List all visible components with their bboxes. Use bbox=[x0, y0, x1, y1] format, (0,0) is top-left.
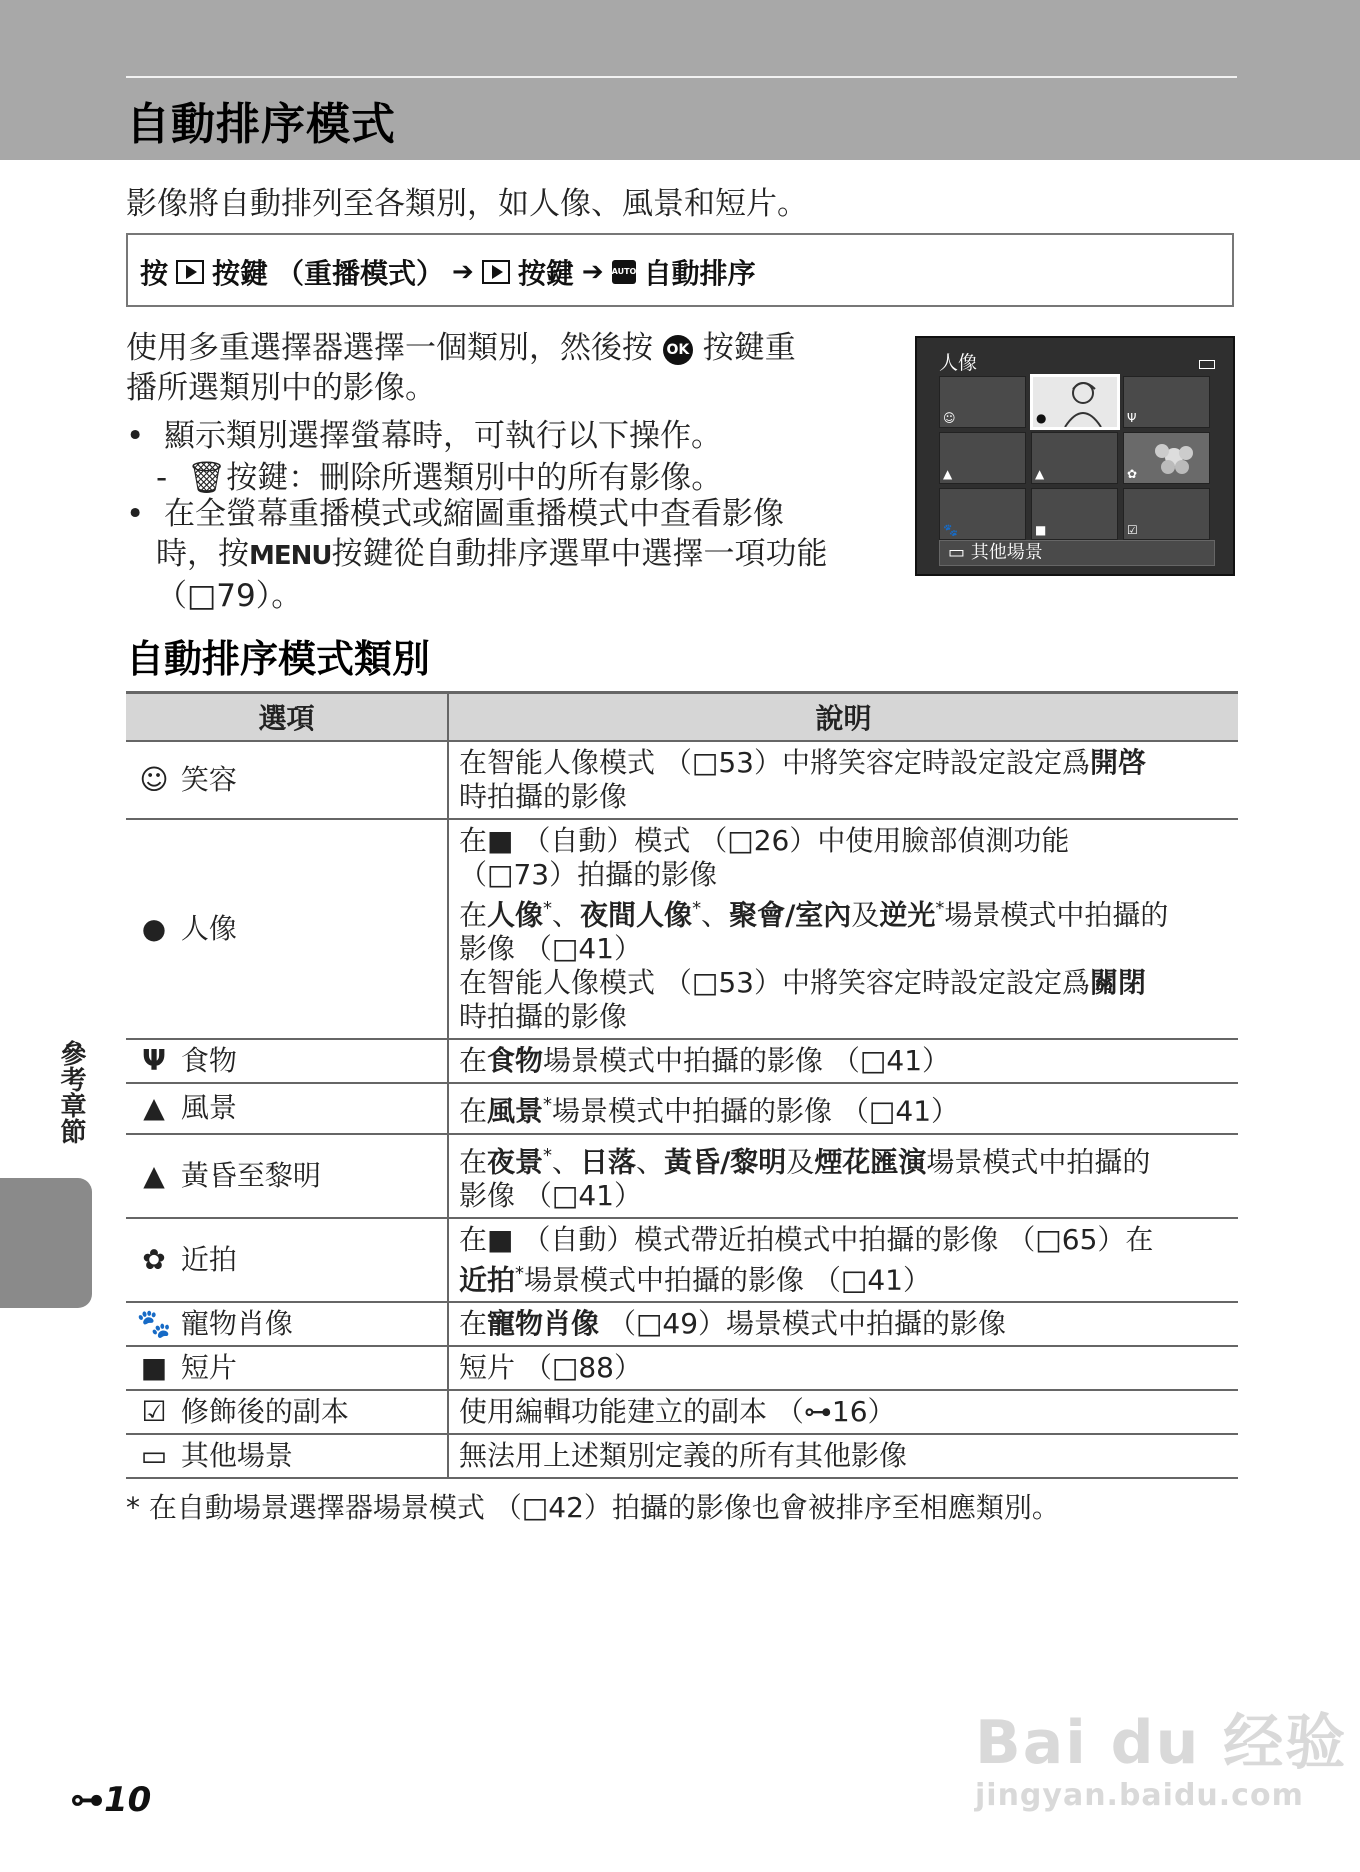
table-row bbox=[126, 1039, 1238, 1083]
description-cell: 在智能人像模式 （□53）中將笑容定時設定設定爲開啓 時拍攝的影像 bbox=[448, 741, 1238, 819]
option-cell bbox=[126, 1039, 448, 1083]
tile-food bbox=[1123, 376, 1210, 428]
arrow-icon-2: ➔ bbox=[581, 257, 604, 287]
section-title: 自動排序模式類別 bbox=[126, 637, 431, 681]
portrait-icon: ● bbox=[1036, 411, 1047, 425]
arrow-icon: ➔ bbox=[452, 257, 474, 287]
portrait-icon: ● bbox=[141, 912, 167, 946]
tile-retouched bbox=[1123, 488, 1210, 540]
page-title: 自動排序模式 bbox=[126, 99, 396, 150]
tile-closeup bbox=[1123, 432, 1210, 484]
option-cell bbox=[126, 1390, 448, 1434]
description-cell: 在寵物肖像 （□49）場景模式中拍攝的影像 bbox=[448, 1302, 1238, 1346]
option-name: 笑容 bbox=[180, 763, 237, 796]
food-icon: Ψ bbox=[142, 1044, 166, 1078]
camera-screen bbox=[915, 336, 1235, 576]
option-name: 近拍 bbox=[180, 1243, 237, 1277]
description-cell: 無法用上述類別定義的所有其他影像 bbox=[448, 1434, 1238, 1478]
pet-icon: 🐾 bbox=[943, 523, 958, 537]
landscape-icon: ▲ bbox=[943, 467, 953, 481]
retouch-icon: ☑ bbox=[1127, 523, 1138, 537]
dusk-icon: ▲ bbox=[143, 1158, 165, 1192]
bullet-2-line2-post: 按鍵從自動排序選單中選擇一項功能 bbox=[331, 536, 828, 572]
tile-smile bbox=[939, 376, 1026, 428]
menu-button-label: MENU bbox=[249, 541, 332, 571]
page-number: ⊶10 bbox=[70, 1780, 152, 1820]
option-cell bbox=[126, 1083, 448, 1133]
option-cell bbox=[126, 819, 448, 1039]
closeup-icon: ✿ bbox=[142, 1243, 166, 1277]
bullet-2-line2-pre: 時，按 bbox=[156, 536, 249, 572]
tile-movie bbox=[1031, 488, 1118, 540]
description-cell: 在■ （自動）模式帶近拍模式中拍攝的影像 （□65）在 近拍*場景模式中拍攝的影像 （□41） bbox=[448, 1218, 1238, 1302]
table-row bbox=[126, 1346, 1238, 1390]
movie-icon: ■ bbox=[140, 1351, 168, 1385]
navigation-box bbox=[126, 233, 1234, 307]
option-name: 人像 bbox=[180, 912, 237, 946]
option-name: 短片 bbox=[180, 1351, 237, 1385]
description-cell: 短片 （□88） bbox=[448, 1346, 1238, 1390]
smile-icon: ☺ bbox=[139, 763, 169, 796]
option-name: 黃昏至黎明 bbox=[180, 1158, 321, 1192]
bullet-2-line1: 在全螢幕重播模式或縮圖重播模式中查看影像 bbox=[164, 496, 784, 532]
table-row bbox=[126, 1434, 1238, 1478]
header-option: 選項 bbox=[126, 693, 448, 742]
description-cell: 在風景*場景模式中拍攝的影像 （□41） bbox=[448, 1083, 1238, 1133]
nav-button-label-2: 按鍵 bbox=[517, 257, 574, 290]
option-cell bbox=[126, 1218, 448, 1302]
table-row bbox=[126, 1218, 1238, 1302]
instruction-line2: 播所選類別中的影像。 bbox=[126, 370, 436, 406]
table-row bbox=[126, 1134, 1238, 1218]
table-row bbox=[126, 1390, 1238, 1434]
smile-icon: ☺ bbox=[943, 411, 956, 425]
food-icon: Ψ bbox=[1127, 411, 1137, 425]
watermark-logo: Bai du 经验 bbox=[975, 1708, 1348, 1778]
table-row bbox=[126, 819, 1238, 1039]
option-cell bbox=[126, 1134, 448, 1218]
screen-title: 人像 bbox=[939, 352, 978, 374]
nav-mode: （重播模式） bbox=[276, 257, 445, 290]
description-cell: 在食物場景模式中拍攝的影像 （□41） bbox=[448, 1039, 1238, 1083]
option-name: 風景 bbox=[180, 1091, 237, 1125]
table-header-row bbox=[126, 693, 1238, 742]
playback-button-icon bbox=[176, 260, 204, 284]
option-cell bbox=[126, 1434, 448, 1478]
closeup-icon: ✿ bbox=[1127, 467, 1138, 481]
ok-button-icon: OK bbox=[663, 335, 693, 365]
instruction-paragraph bbox=[126, 328, 886, 408]
sub-bullet-1-text: 按鍵：刪除所選類別中的所有影像。 bbox=[226, 460, 723, 496]
tile-landscape bbox=[939, 432, 1026, 484]
retouch-icon: ☑ bbox=[141, 1395, 167, 1429]
landscape-icon: ▲ bbox=[143, 1091, 165, 1125]
dusk-icon: ▲ bbox=[1035, 467, 1045, 481]
camera-icon: ■ bbox=[487, 824, 514, 857]
category-table bbox=[126, 691, 1238, 1479]
other-scenes-icon: ▭ bbox=[140, 1439, 168, 1473]
trash-icon: 🗑 bbox=[186, 460, 227, 496]
option-cell bbox=[126, 1346, 448, 1390]
footnote: * 在自動場景選擇器場景模式 （□42）拍攝的影像也會被排序至相應類別。 bbox=[126, 1491, 1060, 1524]
option-name: 其他場景 bbox=[180, 1439, 293, 1473]
tile-portrait-selected bbox=[1030, 374, 1120, 430]
side-tab-label: 參考章節 bbox=[56, 1040, 86, 1144]
movie-icon: ■ bbox=[1035, 523, 1047, 537]
table-row bbox=[126, 1083, 1238, 1133]
option-cell bbox=[126, 1302, 448, 1346]
playback-button-icon-2 bbox=[482, 260, 510, 284]
screen-other-scenes: ▭ 其他場景 bbox=[939, 540, 1215, 566]
battery-icon bbox=[1199, 360, 1215, 369]
header-rule bbox=[126, 76, 1237, 78]
intro-text: 影像將自動排列至各類別，如人像、風景和短片。 bbox=[126, 186, 808, 222]
option-name: 修飾後的副本 bbox=[180, 1395, 349, 1429]
option-name: 寵物肖像 bbox=[180, 1307, 293, 1341]
tile-dusk bbox=[1031, 432, 1118, 484]
description-cell: 使用編輯功能建立的副本 （⊶16） bbox=[448, 1390, 1238, 1434]
table-row bbox=[126, 741, 1238, 819]
description-cell: 在■ （自動）模式 （□26）中使用臉部偵測功能 （□73）拍攝的影像 在人像*、夜間人像*、聚會/室內及逆光*場景模式中拍攝的 影像 （□41） 在智能人像模式 （□53）中將笑容定時設定設定爲關閉 時拍攝的影像 bbox=[448, 819, 1238, 1039]
header-description: 說明 bbox=[448, 693, 1238, 742]
auto-sort-icon: AUTO bbox=[612, 260, 636, 284]
bullet-1: • 顯示類別選擇螢幕時，可執行以下操作。 bbox=[126, 418, 722, 454]
description-cell: 在夜景*、日落、黃昏/黎明及煙花匯演場景模式中拍攝的 影像 （□41） bbox=[448, 1134, 1238, 1218]
table-row bbox=[126, 1302, 1238, 1346]
sub-bullet-1: - 🗑按鍵：刪除所選類別中的所有影像。 bbox=[156, 460, 723, 496]
side-tab bbox=[0, 1178, 92, 1308]
navigation-path bbox=[140, 252, 756, 292]
bullet-1-text: 顯示類別選擇螢幕時，可執行以下操作。 bbox=[164, 418, 722, 454]
pet-icon: 🐾 bbox=[136, 1307, 172, 1341]
nav-target: 自動排序 bbox=[643, 257, 756, 290]
option-cell bbox=[126, 741, 448, 819]
nav-button-label: 按鍵 bbox=[212, 257, 269, 290]
bullet-2-line3: （□79）。 bbox=[156, 578, 303, 614]
instruction-line1: 使用多重選擇器選擇一個類別，然後按 bbox=[126, 330, 653, 366]
watermark-url: jingyan.baidu.com bbox=[975, 1778, 1304, 1813]
option-name: 食物 bbox=[180, 1044, 237, 1078]
tile-pet bbox=[939, 488, 1026, 540]
camera-icon: ■ bbox=[487, 1222, 514, 1256]
nav-press: 按 bbox=[140, 257, 169, 290]
screen-other-label: 其他場景 bbox=[970, 542, 1043, 563]
bullet-2: • 在全螢幕重播模式或縮圖重播模式中查看影像 時，按MENU按鍵從自動排序選單中選擇一項功能 （□79）。 bbox=[126, 496, 828, 614]
instruction-line1-end: 按鍵重 bbox=[702, 330, 796, 366]
